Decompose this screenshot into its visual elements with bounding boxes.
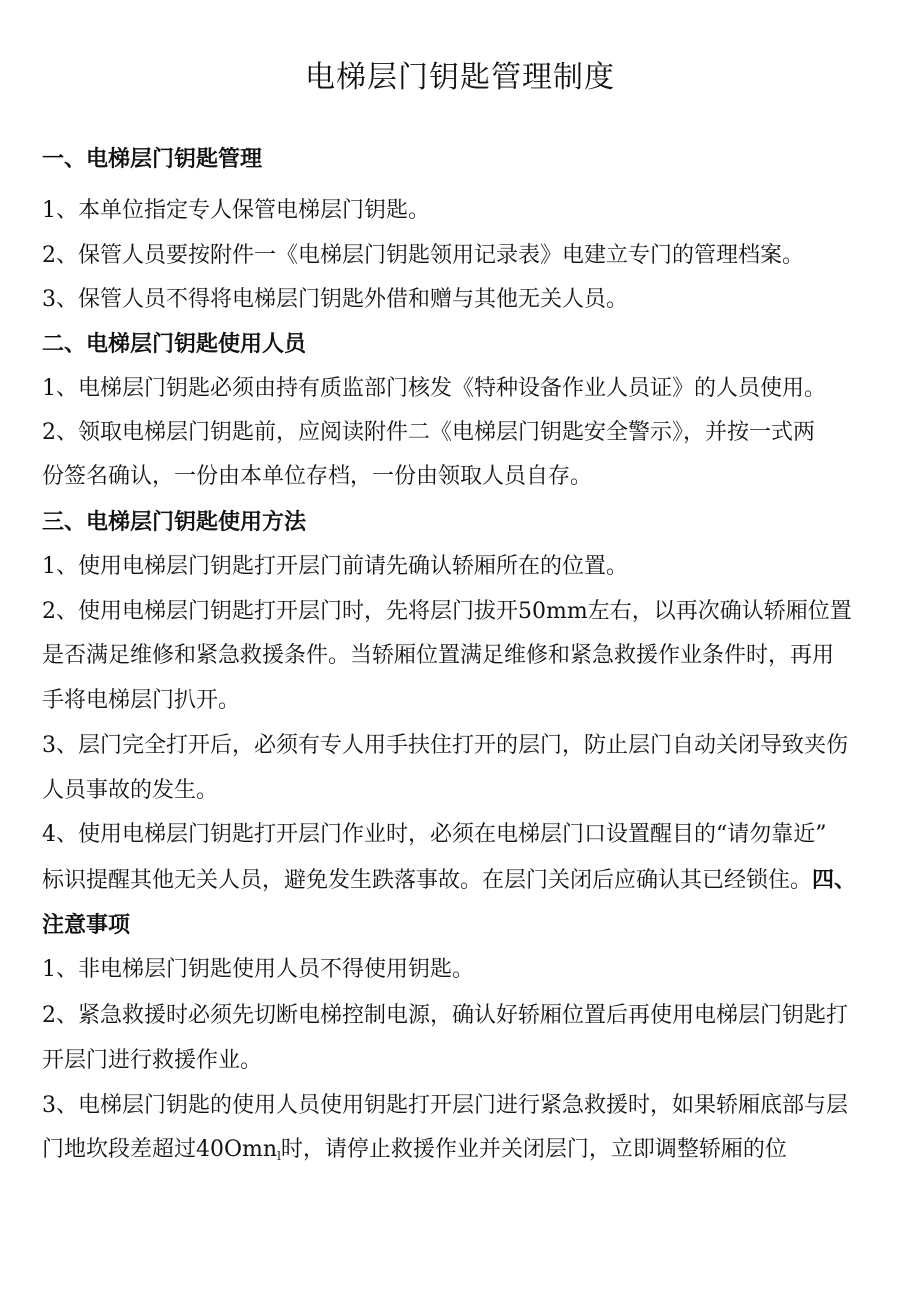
section-heading: 三、电梯层门钥匙使用方法 bbox=[42, 509, 307, 535]
section-heading: 一、电梯层门钥匙管理 bbox=[42, 146, 263, 172]
paragraph-line: 份签名确认，一份由本单位存档，一份由领取人员自存。 bbox=[42, 464, 593, 489]
paragraph-line: 是否满足维修和紧急救援条件。当轿厢位置满足维修和紧急救援作业条件时，再用 bbox=[42, 643, 835, 668]
paragraph-text: 标识提醒其他无关人员，避免发生跌落事故。在层门关闭后应确认其已经锁住。 bbox=[42, 868, 813, 893]
paragraph-text: 时，请停止救援作业并关闭层门，立即调整轿厢的位 bbox=[280, 1137, 787, 1162]
paragraph-line bbox=[42, 865, 892, 896]
section-heading: 注意事项 bbox=[42, 912, 131, 938]
subscript-text: l bbox=[277, 1149, 281, 1163]
paragraph-line: 1、电梯层门钥匙必须由持有质监部门核发《特种设备作业人员证》的人员使用。 bbox=[42, 376, 826, 401]
paragraph-line: 开层门进行救援作业。 bbox=[42, 1048, 263, 1073]
paragraph-line: 2、使用电梯层门钥匙打开层门时，先将层门拔开50mm左右，以再次确认轿厢位置 bbox=[42, 599, 852, 624]
paragraph-line: 1、非电梯层门钥匙使用人员不得使用钥匙。 bbox=[42, 957, 474, 982]
paragraph-line: 3、保管人员不得将电梯层门钥匙外借和赠与其他无关人员。 bbox=[42, 287, 628, 312]
paragraph-line: 人员事故的发生。 bbox=[42, 778, 219, 803]
paragraph-line bbox=[42, 1135, 892, 1171]
paragraph-line: 4、使用电梯层门钥匙打开层门作业时，必须在电梯层门口设置醒目的“请勿靠近” bbox=[42, 822, 827, 847]
section-heading: 二、电梯层门钥匙使用人员 bbox=[42, 331, 307, 357]
paragraph-line: 2、紧急救援时必须先切断电梯控制电源，确认好轿厢位置后再使用电梯层门钥匙打 bbox=[42, 1003, 848, 1028]
page-title: 电梯层门钥匙管理制度 bbox=[305, 60, 615, 95]
paragraph-line: 3、层门完全打开后，必须有专人用手扶住打开的层门，防止层门自动关闭导致夹伤 bbox=[42, 733, 848, 758]
paragraph-line: 手将电梯层门扒开。 bbox=[42, 688, 241, 713]
paragraph-line: 2、领取电梯层门钥匙前，应阅读附件二《电梯层门钥匙安全警示》，并按一式两 bbox=[42, 420, 815, 445]
paragraph-line: 1、本单位指定专人保管电梯层门钥匙。 bbox=[42, 198, 430, 223]
paragraph-line: 1、使用电梯层门钥匙打开层门前请先确认轿厢所在的位置。 bbox=[42, 554, 628, 579]
paragraph-line: 3、电梯层门钥匙的使用人员使用钥匙打开层门进行紧急救援时，如果轿厢底部与层 bbox=[42, 1093, 848, 1118]
section-heading-start: 四、 bbox=[812, 867, 857, 893]
paragraph-text: 门地坎段差超过40Omn bbox=[42, 1137, 278, 1162]
paragraph-line: 2、保管人员要按附件一《电梯层门钥匙领用记录表》电建立专门的管理档案。 bbox=[42, 243, 804, 268]
